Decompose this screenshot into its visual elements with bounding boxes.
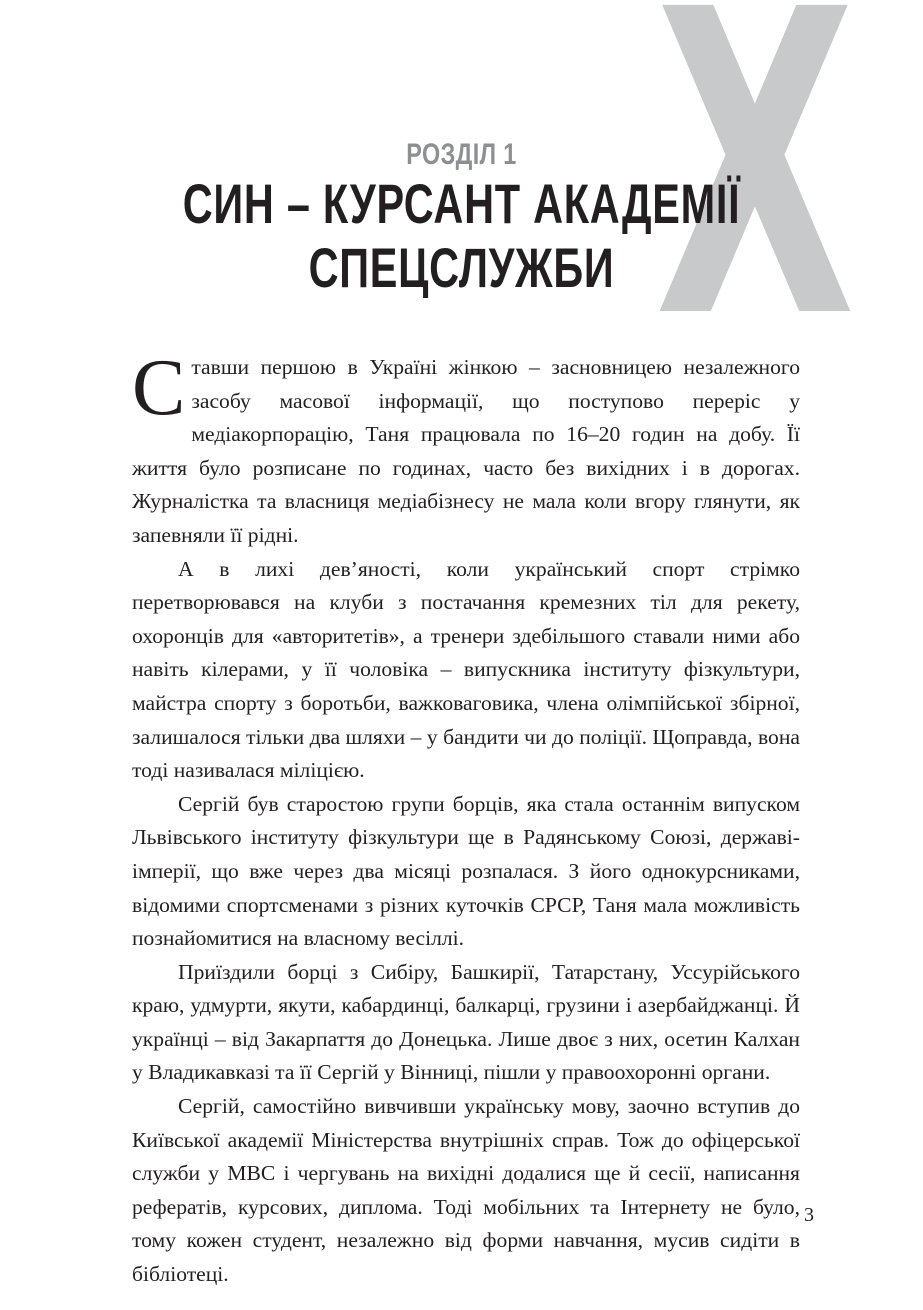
drop-cap: С <box>132 344 186 432</box>
chapter-title-line-1: СИН – КУРСАНТ АКАДЕМІЇ <box>182 172 741 235</box>
page-number: 3 <box>804 1204 814 1226</box>
paragraph-5: Сергій, самостійно вивчивши українську мову, заочно вступив до Київської академії Міністерства внутрішніх справ. Тож до офіцерської служби у МВС і чергувань на вихідні додалися ще й сесії, написання рефератів, курсових, диплома. Тоді мобільних та Інтернету не було, тому кожен студент, незалежно від форми навчання, мусив сидіти в бібліотеці. <box>132 1094 800 1287</box>
paragraph-1-text: тавши першою в Україні жінкою – засновницею незалежного засобу масової інформації, що поступово переріс у медіакорпорацію, Таня працювала по 16–20 годин на добу. Її життя було розписане по годинах, часто без вихідних і в дорогах. Журналістка та власниця медіабізнесу не мала коли вгору глянути, як запевняли її рідні. <box>132 355 800 547</box>
paragraph-4: Приїздили борці з Сибіру, Башкирії, Татарстану, Уссурійського краю, удмурти, якути, кабардинці, балкарці, грузини і азербайджанці. Й українці – від Закарпаття до Донецька. Лише двоє з них, осетин Калхан у Владикавказі та її Сергій у Вінниці, пішли у правоохоронні органи. <box>132 959 800 1085</box>
body-text <box>132 344 800 1292</box>
decorative-x-watermark: Х <box>654 0 856 411</box>
paragraph-3: Сергій був старостою групи борців, яка стала останнім випуском Львівського інституту фізкультури ще в Радянському Союзі, державі-імперії, що вже через два місяці розпалася. З його однокурсниками, відомими спортсменами з різних куточків СРСР, Таня мала можливість познайомитися на власному весіллі. <box>132 791 800 951</box>
paragraph-1 <box>132 344 800 553</box>
chapter-title-line-2: СПЕЦСЛУЖБИ <box>308 236 615 299</box>
paragraph-2: А в лихі дев’яності, коли український спорт стрімко перетворювався на клуби з постачання кремезних тіл для рекету, охоронців для «авторитетів», а тренери здебільшого ставали ними або навіть кілерами, у її чоловіка – випускника інституту фізкультури, майстра спорту з боротьби, важковаговика, члена олімпійської збірної, залишалося тільки два шляхи – у бандити чи до поліції. Щоправда, вона тоді називалася міліцією. <box>132 556 800 783</box>
chapter-title <box>120 172 803 300</box>
chapter-label: РОЗДІЛ 1 <box>406 138 517 171</box>
